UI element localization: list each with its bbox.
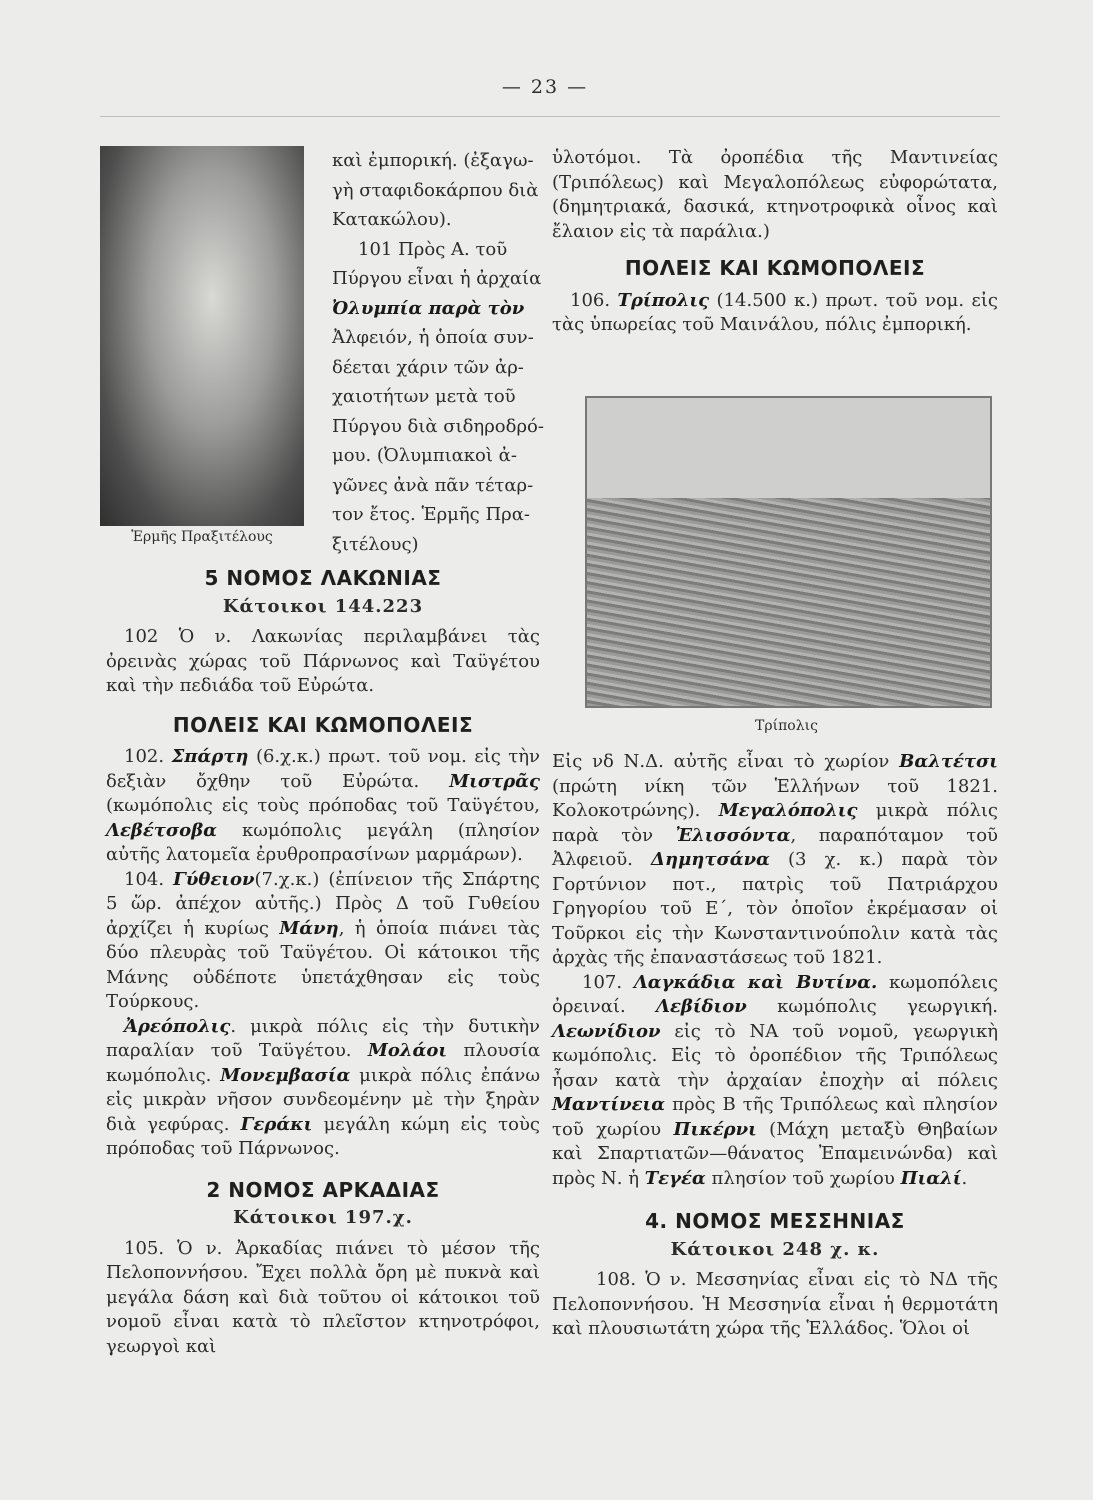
text: μεγάλη κώμη εἰς τοὺς πρόποδας τοῦ Πάρνωνος. <box>106 1113 540 1159</box>
paragraph-103 <box>106 745 540 868</box>
intro-line: καὶ ἐμπορική. (ἐξαγω- <box>332 150 534 171</box>
place-valtetsi: Βαλτέτσι <box>899 751 998 772</box>
place-levidion: Λεβίδιον <box>655 996 747 1017</box>
intro-line: 101 Πρὸς Α. τοῦ <box>358 238 508 260</box>
tripolis-caption: Τρίπολις <box>755 718 818 734</box>
intro-line: γῶνες ἀνὰ πᾶν τέταρ- <box>332 474 534 496</box>
arkadia-poleis-heading: ΠΟΛΕΙΣ ΚΑΙ ΚΩΜΟΠΟΛΕΙΣ <box>624 256 926 280</box>
text: 102. <box>124 746 172 767</box>
paragraph-106 <box>552 289 998 338</box>
photo-sky <box>587 398 990 498</box>
text: μικρὰ πόλις ἐπάνω εἰς μικρὰν νῆσον συνδεομένην μὲ τὴν ξηρὰν διὰ γεφύρας. <box>106 1064 540 1135</box>
text: πρὸς Β τῆς Τριπόλεως καὶ πλησίον τοῦ χωρίου <box>552 1094 998 1140</box>
text: . μικρὰ πόλις εἰς τὴν δυτικὴν παραλίαν τοῦ Ταϋγέτου. <box>106 1015 540 1061</box>
place-sparti: Σπάρτη <box>171 746 249 767</box>
intro-line: γὴ σταφιδοκάρπου διὰ <box>332 179 539 201</box>
page-number: — 23 — <box>501 76 589 98</box>
text: , ἡ ὁποία πιάνει τὰς δύο πλευρὰς τοῦ Ταϋγέτου. Οἱ κάτοικοι τῆς Μάνης οὐδέποτε ὑπετάχθησαν εἰς τοὺς Τούρκους. <box>106 917 540 1012</box>
place-geraki: Γεράκι <box>240 1113 313 1135</box>
text: μικρὰ πόλις παρὰ τὸν <box>552 800 998 846</box>
text: (κωμόπολις εἰς τοὺς πρόποδας τοῦ Ταϋγέτου, <box>106 795 540 816</box>
intro-line: Ὀλυμπία παρὰ τὸν <box>332 297 525 319</box>
header-rule <box>100 116 1000 117</box>
text: (7.χ.κ.) (ἐπίνειον τῆς Σπάρτης 5 ὥρ. ἀπέχον αὐτῆς.) Πρὸς Δ τοῦ Γυθείου ἀρχίζει ἡ κυρίως <box>106 868 540 939</box>
lakonia-poleis-heading: ΠΟΛΕΙΣ ΚΑΙ ΚΩΜΟΠΟΛΕΙΣ <box>172 712 474 737</box>
right-column-bottom <box>552 750 998 1342</box>
place-elissonta: Ἐλισσόντα <box>675 824 791 846</box>
intro-line: τον ἔτος. Ἑρμῆς Πρα- <box>332 504 530 525</box>
place-mistras: Μιστρᾶς <box>449 770 540 792</box>
place-dimitsana: Δημητσάνα <box>651 849 770 870</box>
intro-line: Ἀλφειόν, ἡ ὁποία συν- <box>332 327 534 348</box>
place-gytheio: Γύθειον <box>173 868 255 890</box>
text: Εἰς νδ Ν.Δ. αὐτῆς εἶναι τὸ χωρίον <box>552 751 900 772</box>
text: (6.χ.κ.) πρωτ. τοῦ νομ. εἰς τὴν δεξιὰν ὄχθην τοῦ Εὐρώτα. <box>106 746 540 792</box>
text: πλουσία κωμόπολις. <box>106 1040 540 1086</box>
paragraph-104b <box>106 1015 540 1162</box>
text: κωμόπολις μεγάλη (πλησίον αὐτῆς λατομεῖα ἐρυθροπρασίνων μαρμάρων). <box>106 819 540 865</box>
text: (πρώτη νίκη τῶν Ἑλλήνων τοῦ 1821. Κολοκοτρώνης). <box>552 775 998 821</box>
text: πλησίον τοῦ χωρίου <box>705 1167 901 1189</box>
place-pikerni: Πικέρνι <box>673 1118 757 1140</box>
arkadia-population: Κάτοικοι 197.χ. <box>233 1207 413 1228</box>
place-leonidion: Λεωνίδιον <box>552 1020 661 1042</box>
paragraph-105: 105. Ὁ ν. Ἀρκαδίας πιάνει τὸ μέσον τῆς Πελοποννήσου. Ἔχει πολλὰ ὄρη μὲ πυκνὰ καὶ μεγάλα δάση καὶ διὰ τοῦτου οἱ κάτοικοι τοῦ νομοῦ εἶναι κατὰ τὸ πλεῖστον κτηνοτρόφοι, γεωργοὶ καὶ <box>106 1237 540 1357</box>
place-piali: Πιαλί <box>900 1167 962 1189</box>
text: κωμόπολις γεωργική. <box>746 996 998 1017</box>
text: 104. <box>124 868 174 890</box>
intro-line: ξιτέλους) <box>332 533 419 555</box>
paragraph-108: 108. Ὁ ν. Μεσσηνίας εἶναι εἰς τὸ ΝΔ τῆς Πελοποννήσου. Ἡ Μεσσηνία εἶναι ἡ θερμοτάτη καὶ πλουσιωτάτη χώρα τῆς Ἑλλάδος. Ὅλοι οἱ <box>552 1269 998 1339</box>
place-mani: Μάνη <box>279 917 339 939</box>
place-tegea: Τεγέα <box>644 1167 706 1189</box>
place-tripolis: Τρίπολις <box>617 289 710 311</box>
hermes-caption: Ἑρμῆς Πραξιτέλους <box>131 529 273 545</box>
text: (Μάχη μεταξὺ Θηβαίων καὶ Σπαρτιατῶν—θάνατος Ἐπαμεινώνδα) καὶ πρὸς Ν. ἡ <box>552 1118 998 1189</box>
text: 107. <box>582 971 634 993</box>
left-column <box>106 566 540 1359</box>
hermes-photo <box>100 146 304 526</box>
lakonia-heading: 5 ΝΟΜΟΣ ΛΑΚΩΝΙΑΣ <box>204 566 442 590</box>
place-levetsova: Λεβέτσοβα <box>106 819 217 841</box>
place-mantineia: Μαντίνεια <box>552 1094 666 1115</box>
text: (3 χ. κ.) παρὰ τὸν Γορτύνιον ποτ., πατρὶς τοῦ Πατριάρχου Γρηγορίου τοῦ Ε΄, τὸν ὁποῖον ἐκρέμασαν οἱ Τοῦρκοι εἰς τὴν Κωνσταντινούπολιν κατὰ τὰς ἀρχὰς τῆς ἐπαναστάσεως τοῦ 1821. <box>552 849 998 968</box>
text: , παραπόταμον τοῦ Ἀλφειοῦ. <box>552 824 998 870</box>
text: κωμοπόλεις ὀρειναί. <box>552 971 998 1017</box>
arkadia-heading: 2 ΝΟΜΟΣ ΑΡΚΑΔΙΑΣ <box>206 1177 440 1202</box>
paragraph-107 <box>552 971 998 1192</box>
place-molaoi: Μολάοι <box>367 1040 448 1061</box>
place-areopolis: Ἀρεόπολις <box>124 1015 231 1037</box>
intro-line: Πύργου εἶναι ἡ ἀρχαία <box>332 268 542 289</box>
messinia-heading: 4. ΝΟΜΟΣ ΜΕΣΣΗΝΙΑΣ <box>645 1209 905 1233</box>
text: εἰς τὸ ΝΑ τοῦ νομοῦ, γεωργικὴ κωμόπολις. Εἰς τὸ ὀροπέδιον τῆς Τριπόλεως ἦσαν κατὰ τὴν ἀρχαίαν ἐποχὴν αἱ πόλεις <box>552 1020 998 1091</box>
paragraph-104 <box>106 868 540 1015</box>
text: . <box>961 1167 968 1189</box>
text: 106. <box>570 289 618 311</box>
place-monemvasia: Μονεμβασία <box>220 1064 351 1086</box>
tripolis-photo <box>585 396 992 708</box>
intro-line: μου. (Ὀλυμπιακοὶ ἀ- <box>332 445 517 466</box>
text: (14.500 κ.) πρωτ. τοῦ νομ. εἰς τὰς ὑπωρείας τοῦ Μαινάλου, πόλις ἐμπορική. <box>552 289 998 335</box>
intro-line: Πύργου διὰ σιδηροδρό- <box>332 415 544 437</box>
place-lagkadia: Λαγκάδια καὶ Βυτίνα. <box>633 971 878 993</box>
paragraph-102: 102 Ὁ ν. Λακωνίας περιλαμβάνει τὰς ὀρεινὰς χώρας τοῦ Πάρνωνος καὶ Ταϋγέτου καὶ τὴν πεδιάδα τοῦ Εὐρώτα. <box>106 626 540 696</box>
lakonia-population: Κάτοικοι 144.223 <box>222 595 424 617</box>
intro-line: Κατακώλου). <box>332 209 452 230</box>
olympia-paragraph <box>332 146 544 559</box>
place-megalopolis: Μεγαλόπολις <box>718 800 858 821</box>
right-column-top <box>552 146 998 338</box>
messinia-population: Κάτοικοι 248 χ. κ. <box>670 1238 880 1260</box>
paragraph-continued: ὑλοτόμοι. Τὰ ὀροπέδια τῆς Μαντινείας (Τριπόλεως) καὶ Μεγαλοπόλεως εὐφορώτατα, (δημητριακά, δασικά, κτηνοτροφικὰ οἶνος καὶ ἔλαιον εἰς τὰ παράλια.) <box>552 147 998 242</box>
intro-line: χαιοτήτων μετὰ τοῦ <box>332 386 516 407</box>
intro-line: δέεται χάριν τῶν ἀρ- <box>332 356 524 378</box>
paragraph-106b <box>552 750 998 971</box>
